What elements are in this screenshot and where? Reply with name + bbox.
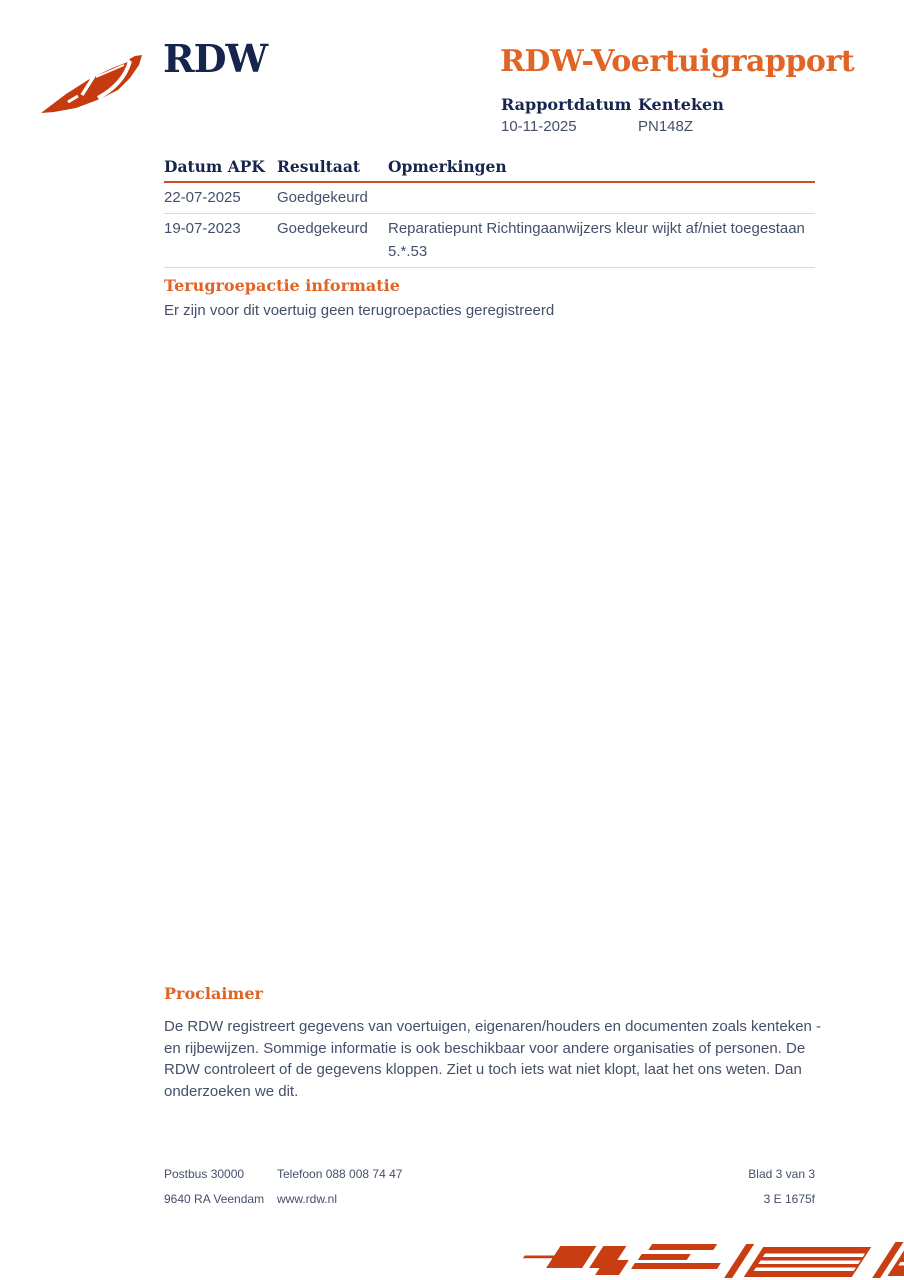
apk-result-cell: Goedgekeurd (277, 220, 368, 237)
column-header-opmerkingen: Opmerkingen (388, 157, 507, 176)
footer-document-code: 3 E 1675f (763, 1192, 815, 1206)
footer-phone: Telefoon 088 008 74 47 (277, 1167, 403, 1181)
apk-date-cell: 22-07-2025 (164, 189, 241, 206)
proclaimer-text: De RDW registreert gegevens van voertuigen, eigenaren/houders en documenten zoals kenteken - en rijbewijzen. Sommige informatie is ook beschikbaar voor andere organisaties of personen. De RDW controleert of de gegevens kloppen. Ziet u toch iets wat niet klopt, laat het ons weten. Dan onderzoeken we dit. (164, 1018, 822, 1100)
footer-address-line1: Postbus 30000 (164, 1167, 245, 1181)
license-plate-value: PN148Z (638, 118, 694, 135)
footer-website-link[interactable]: www.rdw.nl (277, 1192, 338, 1206)
column-header-datum-apk: Datum APK (164, 157, 265, 176)
rdw-feather-icon (38, 52, 168, 118)
rdw-stripes-decoration (520, 1232, 904, 1280)
apk-table (164, 157, 815, 268)
rdw-wordmark: RDW (163, 36, 268, 81)
apk-remark-text: Reparatiepunt Richtingaanwijzers kleur wijkt af/niet toegestaan (388, 220, 805, 237)
report-date-label: Rapportdatum (501, 95, 632, 114)
column-header-resultaat: Resultaat (277, 157, 361, 176)
proclaimer-heading: Proclaimer (164, 984, 263, 1003)
apk-remarks-cell (388, 217, 815, 263)
footer-address-line2: 9640 RA Veendam (164, 1192, 265, 1206)
table-row (164, 214, 815, 268)
report-date-value: 10-11-2025 (501, 118, 577, 135)
footer-page-indicator: Blad 3 van 3 (748, 1167, 815, 1181)
recall-section-heading: Terugroepactie informatie (164, 276, 400, 295)
apk-result-cell: Goedgekeurd (277, 189, 368, 206)
apk-remark-code: 5.*.53 (388, 243, 428, 260)
table-row (164, 183, 815, 214)
page-title: RDW-Voertuigrapport (500, 44, 855, 79)
apk-table-header (164, 157, 815, 183)
apk-remarks-cell (388, 186, 815, 209)
license-plate-label: Kenteken (638, 95, 724, 114)
recall-section-text: Er zijn voor dit voertuig geen terugroepacties geregistreerd (164, 302, 555, 319)
apk-date-cell: 19-07-2023 (164, 220, 241, 237)
